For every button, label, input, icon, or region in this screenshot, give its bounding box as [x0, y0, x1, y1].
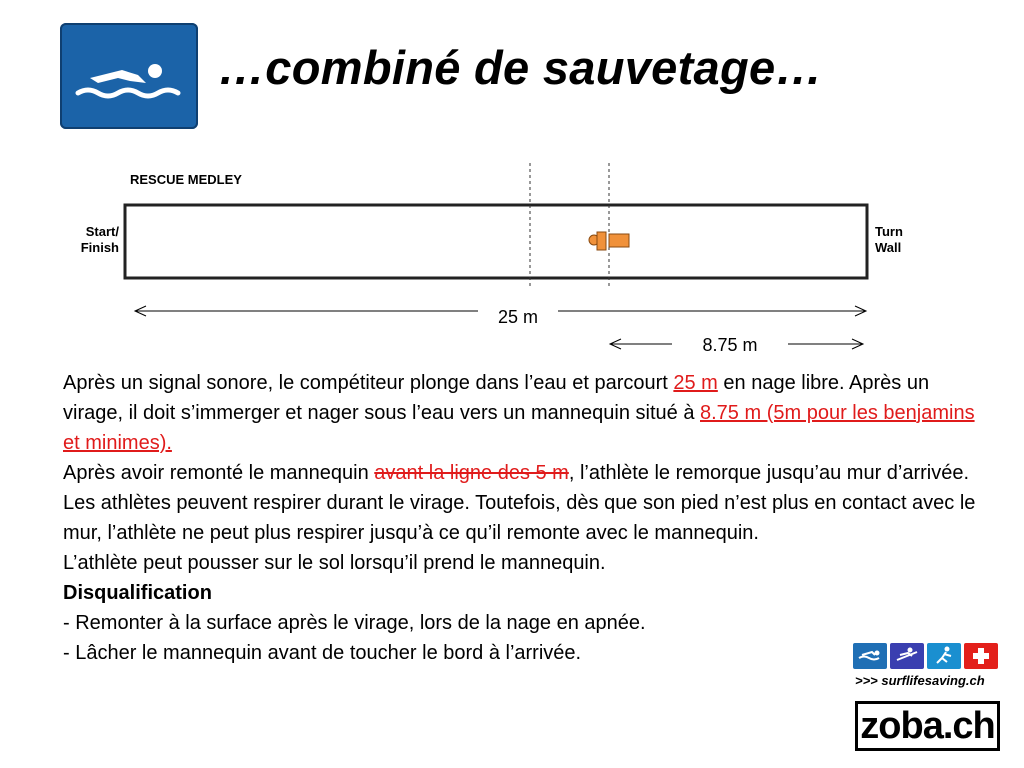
- start-label-1: Start/: [85, 224, 119, 239]
- p2-struck-text: avant la ligne des 5 m: [374, 462, 569, 484]
- p2-text-a: Après avoir remonté le mannequin: [63, 462, 375, 484]
- paragraph-3: Les athlètes peuvent respirer durant le virage. Toutefois, dès que son pied n’est plus en contact avec le mur, l’athlète ne peut plus respirer jusqu’à ce qu’il remonte avec le mannequin.: [63, 492, 976, 544]
- diagram-heading: RESCUE MEDLEY: [130, 172, 242, 187]
- swim-badge-icon: [853, 643, 887, 669]
- paragraph-1: [63, 368, 978, 458]
- disqualification-item-1: - Remonter à la surface après le virage, lors de la nage en apnée.: [63, 612, 646, 634]
- manikin-icon: [589, 232, 629, 250]
- pool-outline: [125, 205, 867, 278]
- distance-total-label: 25 m: [497, 307, 539, 327]
- p1-text-a: Après un signal sonore, le compétiteur plonge dans l’eau et parcourt: [63, 372, 674, 394]
- rescue-medley-diagram: [60, 155, 960, 365]
- swimmer-logo: [60, 23, 198, 129]
- turn-label-2: Wall: [875, 240, 902, 255]
- paragraph-2: [63, 458, 978, 488]
- page-title: …combiné de sauvetage…: [218, 41, 823, 94]
- zoba-logo: zoba.ch: [855, 701, 1000, 751]
- p1-red-distance: 25 m: [673, 372, 718, 394]
- p1-red-manikin-distance: 8.75 m (5m pour les benjamins et minimes).: [63, 402, 975, 454]
- start-label-2: Finish: [80, 240, 119, 255]
- paragraph-4: L’athlète peut pousser sur le sol lorsqu’il prend le mannequin.: [63, 552, 606, 574]
- turn-label-1: Turn: [875, 224, 903, 239]
- disqualification-item-2: - Lâcher le mannequin avant de toucher le bord à l’arrivée.: [63, 642, 582, 664]
- p2-text-b: , l’athlète le remorque jusqu’au mur d’arrivée.: [568, 462, 970, 484]
- swimmer-icon: [60, 23, 198, 129]
- swiss-cross-icon: [964, 643, 998, 669]
- p1-text-b: en nage libre. Après un virage, il doit s’immerger et nager sous l’eau vers un mannequin situé à: [63, 372, 930, 424]
- surflifesaving-link[interactable]: >>> surflifesaving.ch: [855, 673, 985, 688]
- disqualification-heading: Disqualification: [63, 582, 212, 604]
- rules-text: [63, 368, 978, 668]
- slide-badge-icon: [890, 643, 924, 669]
- runner-badge-icon: [927, 643, 961, 669]
- distance-partial-label: 8.75 m: [702, 335, 758, 355]
